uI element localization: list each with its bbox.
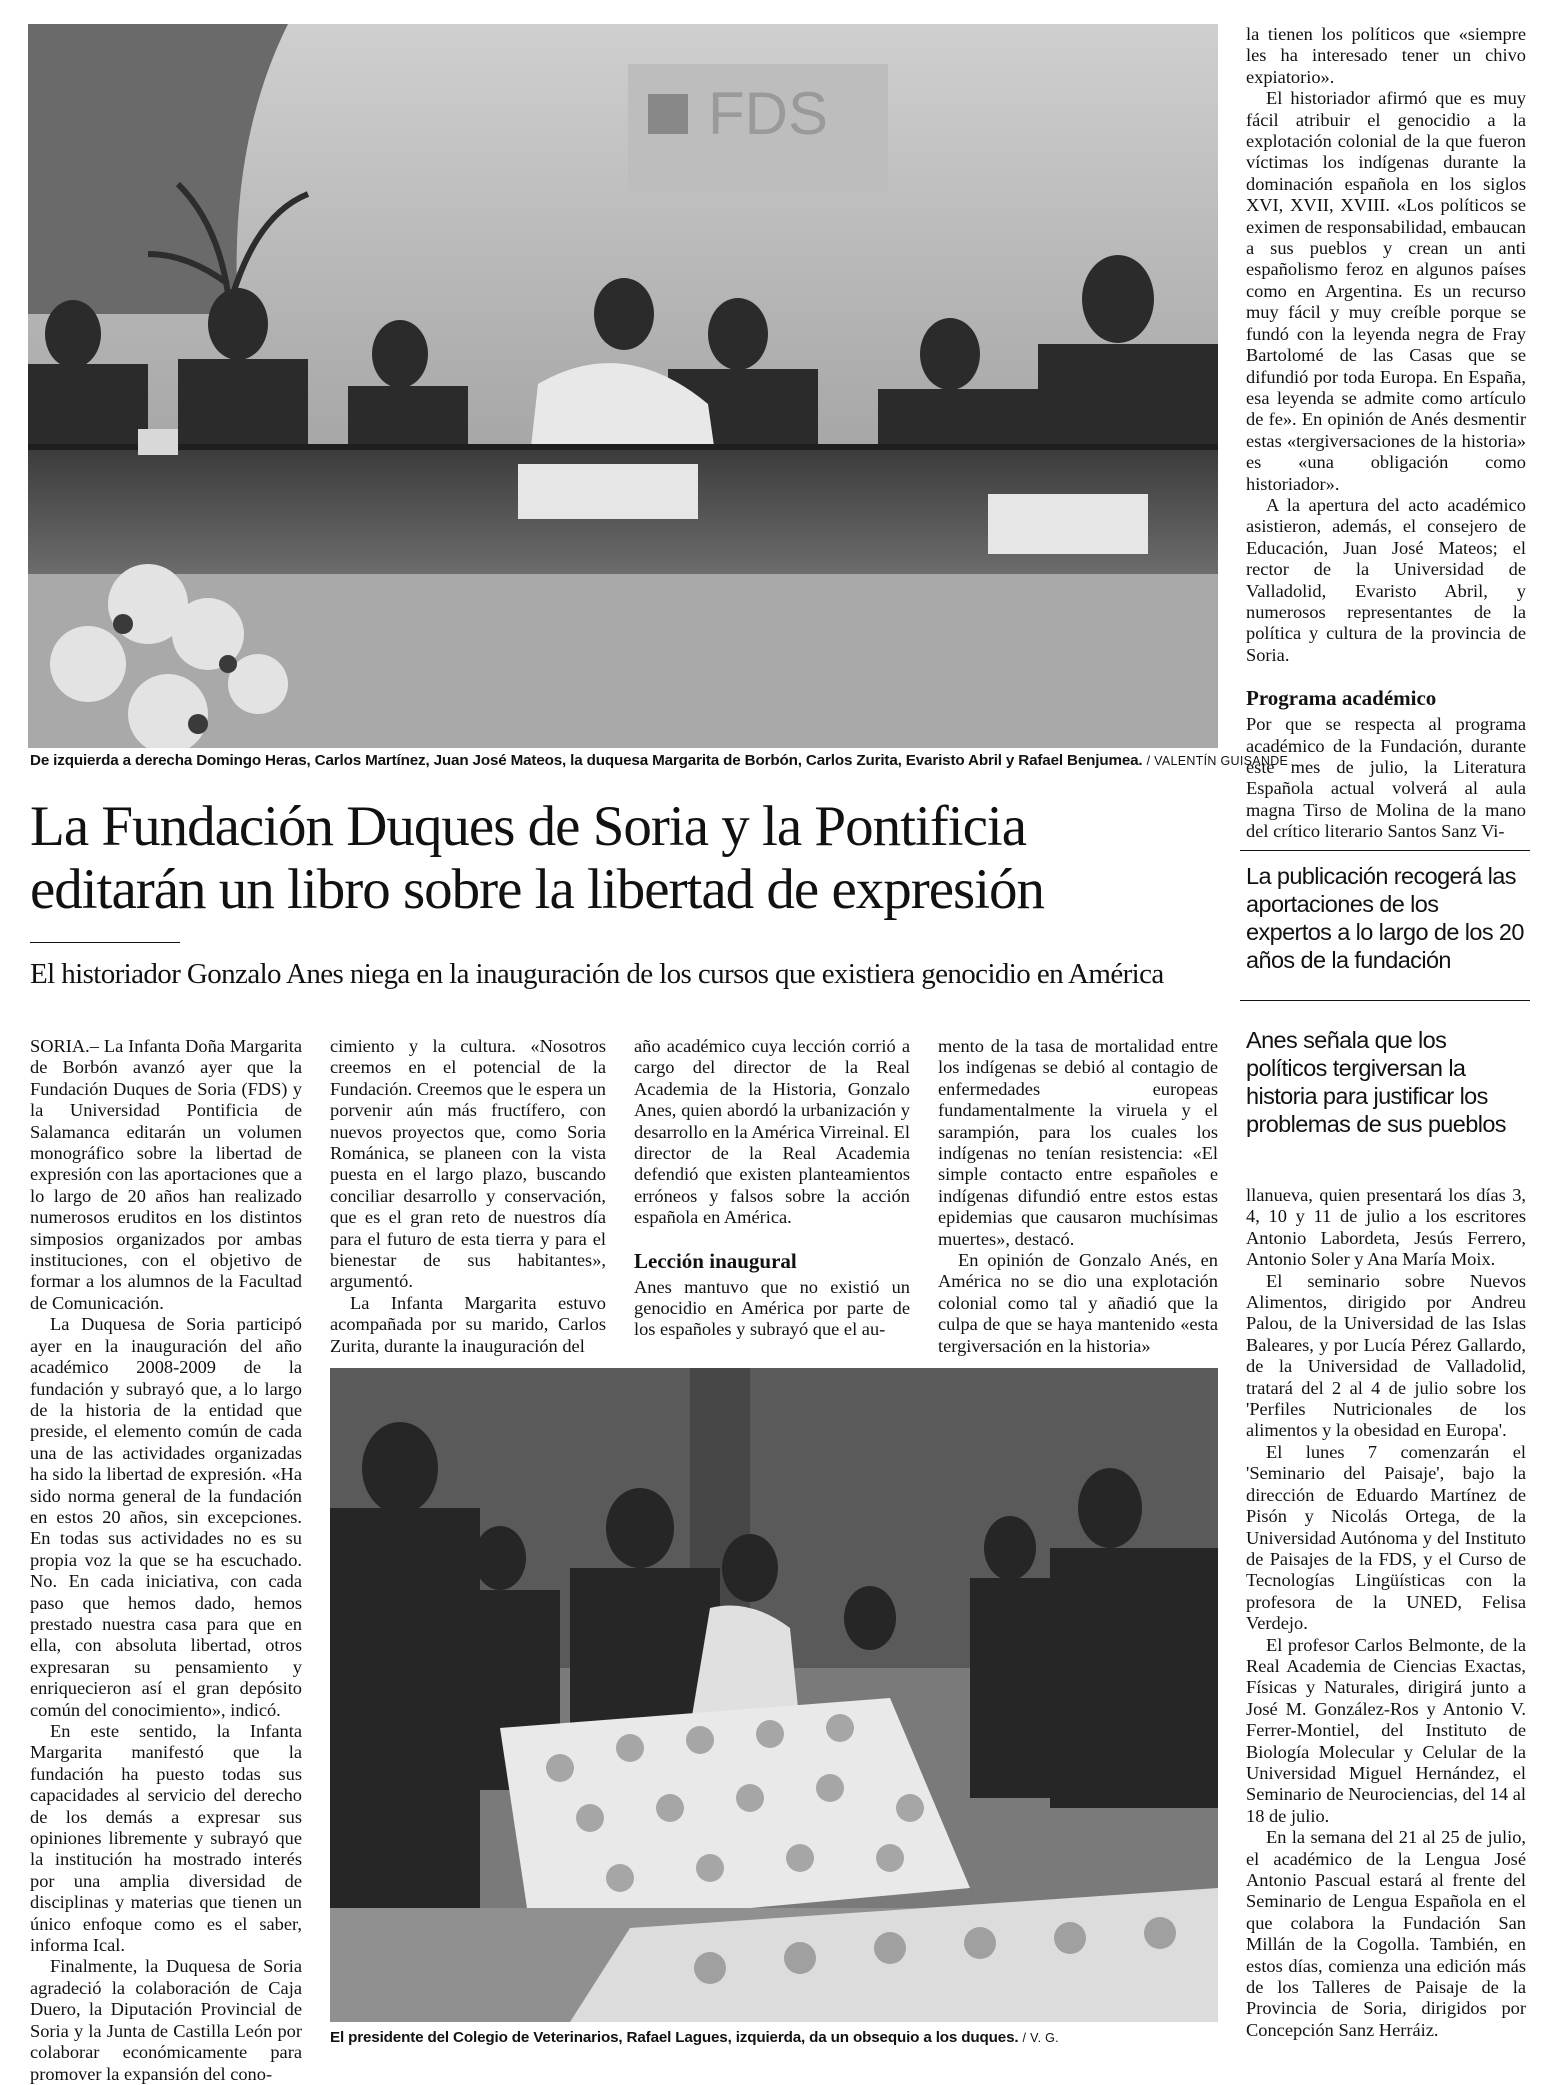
column-5-bottom bbox=[1246, 1185, 1526, 2041]
section-heading-leccion: Lección inaugural bbox=[634, 1248, 797, 1273]
column-5-top bbox=[1246, 24, 1526, 843]
pullquote-1: La publicación recogerá las aportaciones de los expertos a lo largo de los 20 años de la fundación bbox=[1246, 863, 1524, 973]
bottom-photo-credit: / V. G. bbox=[1022, 2031, 1059, 2045]
top-photo-caption bbox=[30, 752, 1288, 770]
paragraph: La Duquesa de Soria participó ayer en la inauguración del año académico 2008-2009 de la fundación y subrayó que, a lo largo de la historia de la entidad que preside, el elemento común de cada una de las actividades organizadas ha sido la libertad de expresión. «Ha sido norma general de la fundación en estos 20 años, sin excepciones. En todas sus actividades no es su propia voz la que se ha escuchado. No. En cada iniciativa, con cada paso que hemos dado, hemos prestado nuestra casa para que en ella, con absoluta libertad, otros expresaran su pensamiento y enriquecieron así el gran depósito común del conocimiento», indicó. bbox=[30, 1314, 302, 1720]
paragraph: En opinión de Gonzalo Anés, en América no se dio una explotación colonial como tal y añadió que la culpa de que se haya mantenido «esta tergiversación en la historia» bbox=[938, 1250, 1218, 1356]
column-1 bbox=[30, 1036, 302, 2085]
paragraph: Finalmente, la Duquesa de Soria agradeció la colaboración de Caja Duero, la Diputación Provincial de Soria y la Junta de Castilla León por colaborar económicamente para promover la expansión del cono- bbox=[30, 1956, 302, 2084]
bottom-photo-caption bbox=[330, 2029, 1059, 2047]
column-2 bbox=[330, 1036, 606, 1357]
top-photo bbox=[28, 24, 1218, 748]
subheadline: El historiador Gonzalo Anes niega en la inauguración de los cursos que existiera genocidio en América bbox=[30, 958, 1164, 990]
paragraph: mento de la tasa de mortalidad entre los indígenas se debió al contagio de enfermedades europeas fundamentalmente la viruela y el sarampión, para los cuales los indígenas no tenían resistencia: «El simple contacto entre españoles e indígenas difundió entre estos estas epidemias que causaron muchísimas muertes», destacó. bbox=[938, 1036, 1218, 1249]
paragraph: El lunes 7 comenzarán el 'Seminario del Paisaje', bajo la dirección de Eduardo Martínez de Pisón y Nicolás Ortega, de la Universidad Autónoma y del Instituto de Paisajes de la FDS, y el Curso de Tecnologías Lingüísticas con la profesora de la UNED, Felisa Verdejo. bbox=[1246, 1441, 1526, 1634]
paragraph: año académico cuya lección corrió a cargo del director de la Real Academia de la Historia, Gonzalo Anes, quien abordó la urbanización y desarrollo en la América Virreinal. El director de la Real Academia defendió que existen planteamientos erróneos y falsos sobre la acción española en América. bbox=[634, 1036, 910, 1228]
paragraph: Por que se respecta al programa académico de la Fundación, durante este mes de julio, la Literatura Española actual volverá al aula magna Tirso de Molina de la mano del crítico literario Santos Sanz Vi- bbox=[1246, 714, 1526, 842]
bottom-photo bbox=[330, 1368, 1218, 2022]
paragraph: En este sentido, la Infanta Margarita manifestó que la fundación ha puesto todas sus capacidades al servicio del derecho de los demás a expresar sus opiniones libremente y subrayó que la institución ha mostrado interés por una amplia diversidad de disciplinas y materias que tienen un único enfoque como es el saber, informa Ical. bbox=[30, 1721, 302, 1956]
paragraph: En la semana del 21 al 25 de julio, el académico de la Lengua José Antonio Pascual estará al frente del Seminario de Lengua Española en el que colabora la Fundación San Millán de la Cogolla. También, en estos días, comienza una edición más de los Talleres de Paisaje de la Provincia de Soria, dirigidos por Concepción Sanz Herráiz. bbox=[1246, 1827, 1526, 2040]
bottom-photo-image bbox=[330, 1368, 1218, 2022]
section-heading-programa: Programa académico bbox=[1246, 686, 1437, 711]
headline-rule bbox=[30, 942, 180, 943]
top-photo-image bbox=[28, 24, 1218, 748]
pullquote-rule-middle bbox=[1240, 1000, 1530, 1001]
paragraph: El seminario sobre Nuevos Alimentos, dirigido por Andreu Palou, de la Universidad de las Islas Baleares, y por Lucía Pérez Gallardo, de la Universidad de Valladolid, tratará del 2 al 4 de julio sobre los 'Perfiles Nutricionales de los alimentos y la obesidad en Europa'. bbox=[1246, 1270, 1526, 1441]
paragraph: la tienen los políticos que «siempre les ha interesado tener un chivo expiatorio». bbox=[1246, 24, 1526, 87]
paragraph: SORIA.– La Infanta Doña Margarita de Borbón avanzó ayer que la Fundación Duques de Soria (FDS) y la Universidad Pontificia de Salamanca editarán un volumen monográfico sobre la libertad de expresión con las aportaciones que a lo largo de 20 años han realizado numerosos eruditos en los distintos simposios organizados por ambas instituciones, con el objetivo de formar a los alumnos de la Facultad de Comunicación. bbox=[30, 1036, 302, 1313]
paragraph: A la apertura del acto académico asistieron, además, el consejero de Educación, Juan José Mateos; el rector de la Universidad de Valladolid, Evaristo Abril, y numerosos representantes de la política y cultura de la provincia de Soria. bbox=[1246, 494, 1526, 665]
column-4 bbox=[938, 1036, 1218, 1357]
headline bbox=[30, 795, 1220, 921]
bottom-photo-caption-text: El presidente del Colegio de Veterinarios, Rafael Lagues, izquierda, da un obsequio a los duques. bbox=[330, 2029, 1019, 2046]
top-photo-credit: / VALENTÍN GUISANDE bbox=[1146, 754, 1289, 768]
headline-line-2: editarán un libro sobre la libertad de expresión bbox=[30, 858, 1045, 921]
paragraph: El profesor Carlos Belmonte, de la Real Academia de Ciencias Exactas, Físicas y Naturales, dirigirá junto a José M. González-Ros y Antonio V. Ferrer-Montiel, del Instituto de Biología Molecular y Celular de la Universidad Miguel Hernández, el Seminario de Neurociencias, del 14 al 18 de julio. bbox=[1246, 1634, 1526, 1826]
paragraph: Anes mantuvo que no existió un genocidio en América por parte de los españoles y subrayó que el au- bbox=[634, 1276, 910, 1340]
paragraph: La Infanta Margarita estuvo acompañada por su marido, Carlos Zurita, durante la inauguración del bbox=[330, 1292, 606, 1356]
headline-line-1: La Fundación Duques de Soria y la Pontificia bbox=[30, 795, 1027, 858]
banner-logo-text: FDS bbox=[708, 80, 828, 147]
column-3 bbox=[634, 1036, 910, 1341]
top-photo-caption-text: De izquierda a derecha Domingo Heras, Carlos Martínez, Juan José Mateos, la duquesa Margarita de Borbón, Carlos Zurita, Evaristo Abril y Rafael Benjumea. bbox=[30, 752, 1143, 769]
paragraph: llanueva, quien presentará los días 3, 4, 10 y 11 de julio a los escritores Antonio Labordeta, Jesús Ferrero, Antonio Soler y Ana María Moix. bbox=[1246, 1185, 1526, 1270]
paragraph: El historiador afirmó que es muy fácil atribuir el genocidio a la explotación colonial de la que fueron víctimas los indígenas durante la dominación española en los siglos XVI, XVII, XVIII. «Los políticos se eximen de responsabilidad, embaucan a sus pueblos y crean un anti españolismo feroz en algunos países como en Argentina. Es un recurso muy fácil y muy creíble porque se fundó con la leyenda negra de Fray Bartolomé de las Casas que se difundió por toda Europa. En España, esa leyenda se admite como artículo de fe». En opinión de Anés desmentir estas «tergiversaciones de la historia» es «una obligación como historiador». bbox=[1246, 88, 1526, 494]
pullquote-2: Anes señala que los políticos tergiversan la historia para justificar los problemas de sus pueblos bbox=[1246, 1027, 1506, 1137]
pullquote-rule-top bbox=[1240, 850, 1530, 851]
paragraph: cimiento y la cultura. «Nosotros creemos en el potencial de la Fundación. Creemos que le espera un porvenir aún más fructífero, con nuevos proyectos que, como Soria Románica, se planeen con la vista puesta en el largo plazo, buscando conciliar desarrollo y conservación, que es el gran reto de nuestros día para el futuro de esta tierra y para el bienestar de sus habitantes», argumentó. bbox=[330, 1036, 606, 1292]
